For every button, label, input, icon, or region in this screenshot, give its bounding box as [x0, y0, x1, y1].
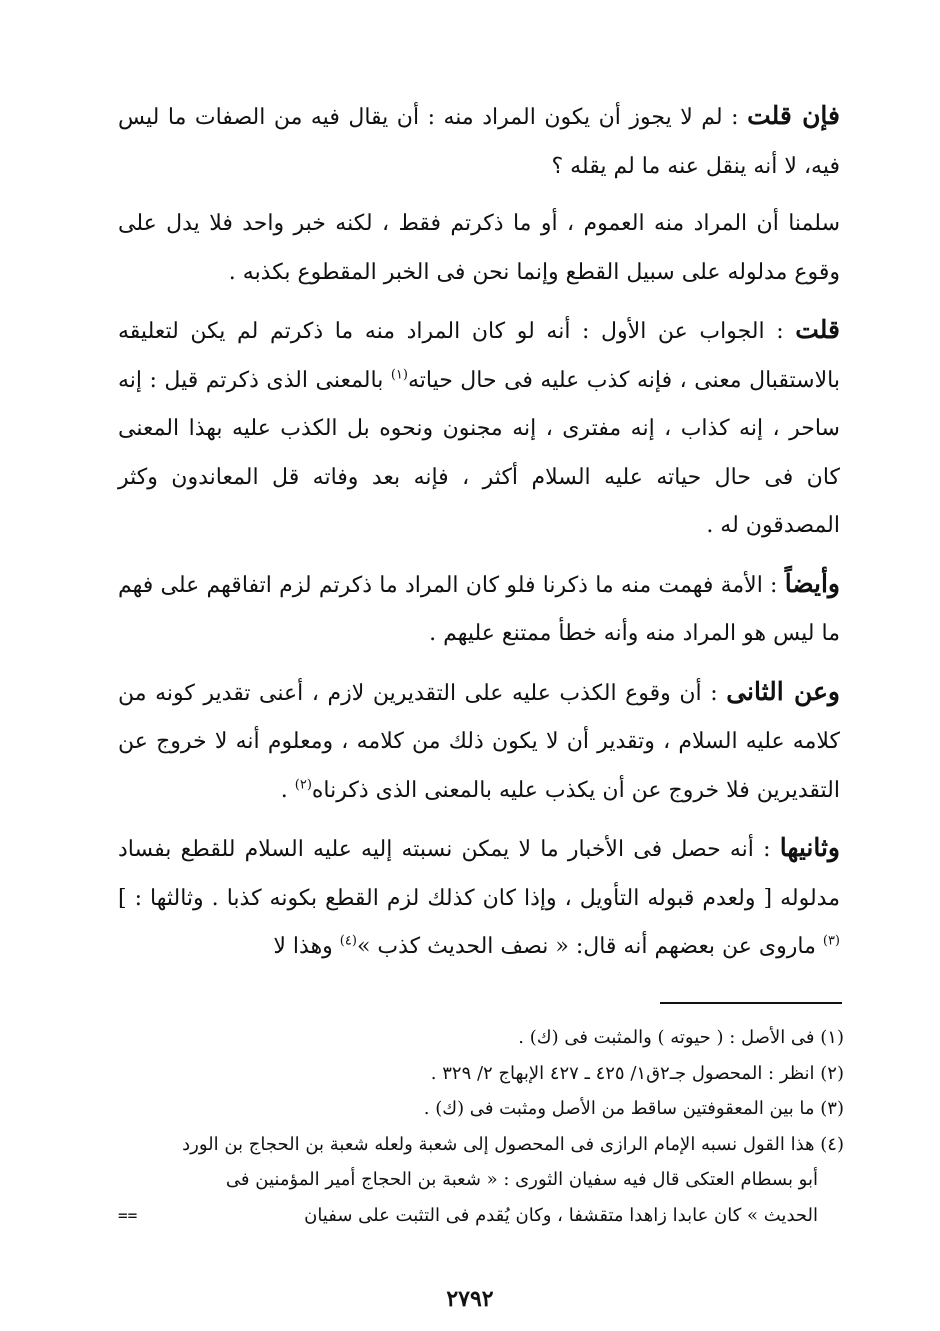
main-text: [118, 92, 840, 981]
paragraph-text: وهذا لا: [273, 934, 340, 959]
paragraph-answer-first: [118, 306, 840, 551]
footnote-4-continuation: أبو بسطام العتكى قال فيه سفيان الثورى : « شعبة بن الحجاج أمير المؤمنين فى: [225, 1169, 818, 1190]
paragraph-lead: وعن الثانى: [726, 676, 841, 706]
footnote-3: (٣) ما بين المعقوفتين ساقط من الأصل ومثبت فى (ك) .: [423, 1098, 844, 1119]
paragraph-second-reason: [118, 824, 840, 972]
footnote-ref-3[interactable]: (٣): [822, 933, 840, 949]
paragraph-concession: [118, 200, 840, 297]
continuation-mark: ==: [118, 1205, 138, 1225]
footnote-4-text: الحديث » كان عابدا زاهدا متقشفا ، وكان يُقدم فى التثبت على سفيان: [304, 1204, 818, 1226]
paragraph-lead: وثانيها: [779, 833, 840, 862]
paragraph-answer-second: [118, 668, 840, 816]
paragraph-text: ماروى عن بعضهم أنه قال: « نصف الحديث كذب »: [356, 934, 823, 959]
paragraph-text: : لم لا يجوز أن يكون المراد منه : أن يقال فيه من الصفات ما ليس فيه، لا أنه ينقل عنه ما لم يقله ؟: [118, 105, 840, 179]
paragraph-lead: فإن قلت: [747, 101, 841, 130]
footnote-separator: [660, 1002, 842, 1004]
paragraph-also: [118, 560, 840, 659]
page-number: ٢٧٩٢: [446, 1286, 494, 1312]
footnote-2: (٢) انظر : المحصول جـ٢ق١/ ٤٢٥ ـ ٤٢٧ الإبهاج ٢/ ٣٢٩ .: [430, 1062, 844, 1084]
paragraph-text: .: [280, 777, 295, 803]
paragraph-text: : الأمة فهمت منه ما ذكرنا فلو كان المراد ما ذكرتم لزم اتفاقهم على فهم ما ليس هو المراد منه وأنه خطأ ممتنع عليهم .: [118, 572, 840, 646]
paragraph-lead: وأيضاً: [784, 568, 840, 598]
footnote-1: (١) فى الأصل : ( حيوته ) والمثبت فى (ك) .: [518, 1027, 844, 1048]
paragraph-text: بالمعنى الذى ذكرتم قيل : إنه ساحر ، إنه كذاب ، إنه مفترى ، إنه مجنون ونحوه بل الكذب عليه بهذا المعنى كان فى حال حياته عليه السلام أكثر ، فإنه بعد وفاته قل المعاندون وكثر المصدقون له .: [118, 367, 840, 538]
footnotes: [118, 1020, 844, 1233]
paragraph-text: : أن وقوع الكذب عليه على التقديرين لازم ، أعنى تقدير كونه من كلامه عليه السلام ، وتقدير أن لا يكون ذلك من كلامه ، ومعلوم أنه لا خروج عن التقديرين فلا خروج عن أن يكذب عليه بالمعنى الذى ذكرناه: [118, 680, 840, 803]
footnote-4-last-line: [118, 1198, 844, 1234]
paragraph-lead: قلت: [795, 315, 840, 344]
paragraph-text: : أنه حصل فى الأخبار ما لا يمكن نسبته إليه عليه السلام للقطع بفساد مدلوله [ ولعدم قبوله التأويل ، وإذا كان كذلك لزم القطع بكونه كذبا . وثالثها : ]: [118, 837, 840, 911]
footnote-ref-4[interactable]: (٤): [339, 933, 357, 949]
paragraph-text: : الجواب عن الأول : أنه لو كان المراد منه ما ذكرتم لم يكن لتعليقه بالاستقبال معنى ، فإنه كذب عليه فى حال حياته: [118, 319, 840, 393]
footnote-ref-2[interactable]: (٢): [294, 777, 312, 793]
paragraph-text: سلمنا أن المراد منه العموم ، أو ما ذكرتم فقط ، لكنه خبر واحد فلا يدل على وقوع مدلوله على سبيل القطع وإنما نحن فى الخبر المقطوع بكذبه .: [118, 211, 840, 285]
footnote-4: (٤) هذا القول نسبه الإمام الرازى فى المحصول إلى شعبة ولعله شعبة بن الحجاج بن الورد: [182, 1133, 844, 1155]
paragraph-objection: [118, 92, 840, 191]
footnote-ref-1[interactable]: (١): [390, 367, 408, 383]
